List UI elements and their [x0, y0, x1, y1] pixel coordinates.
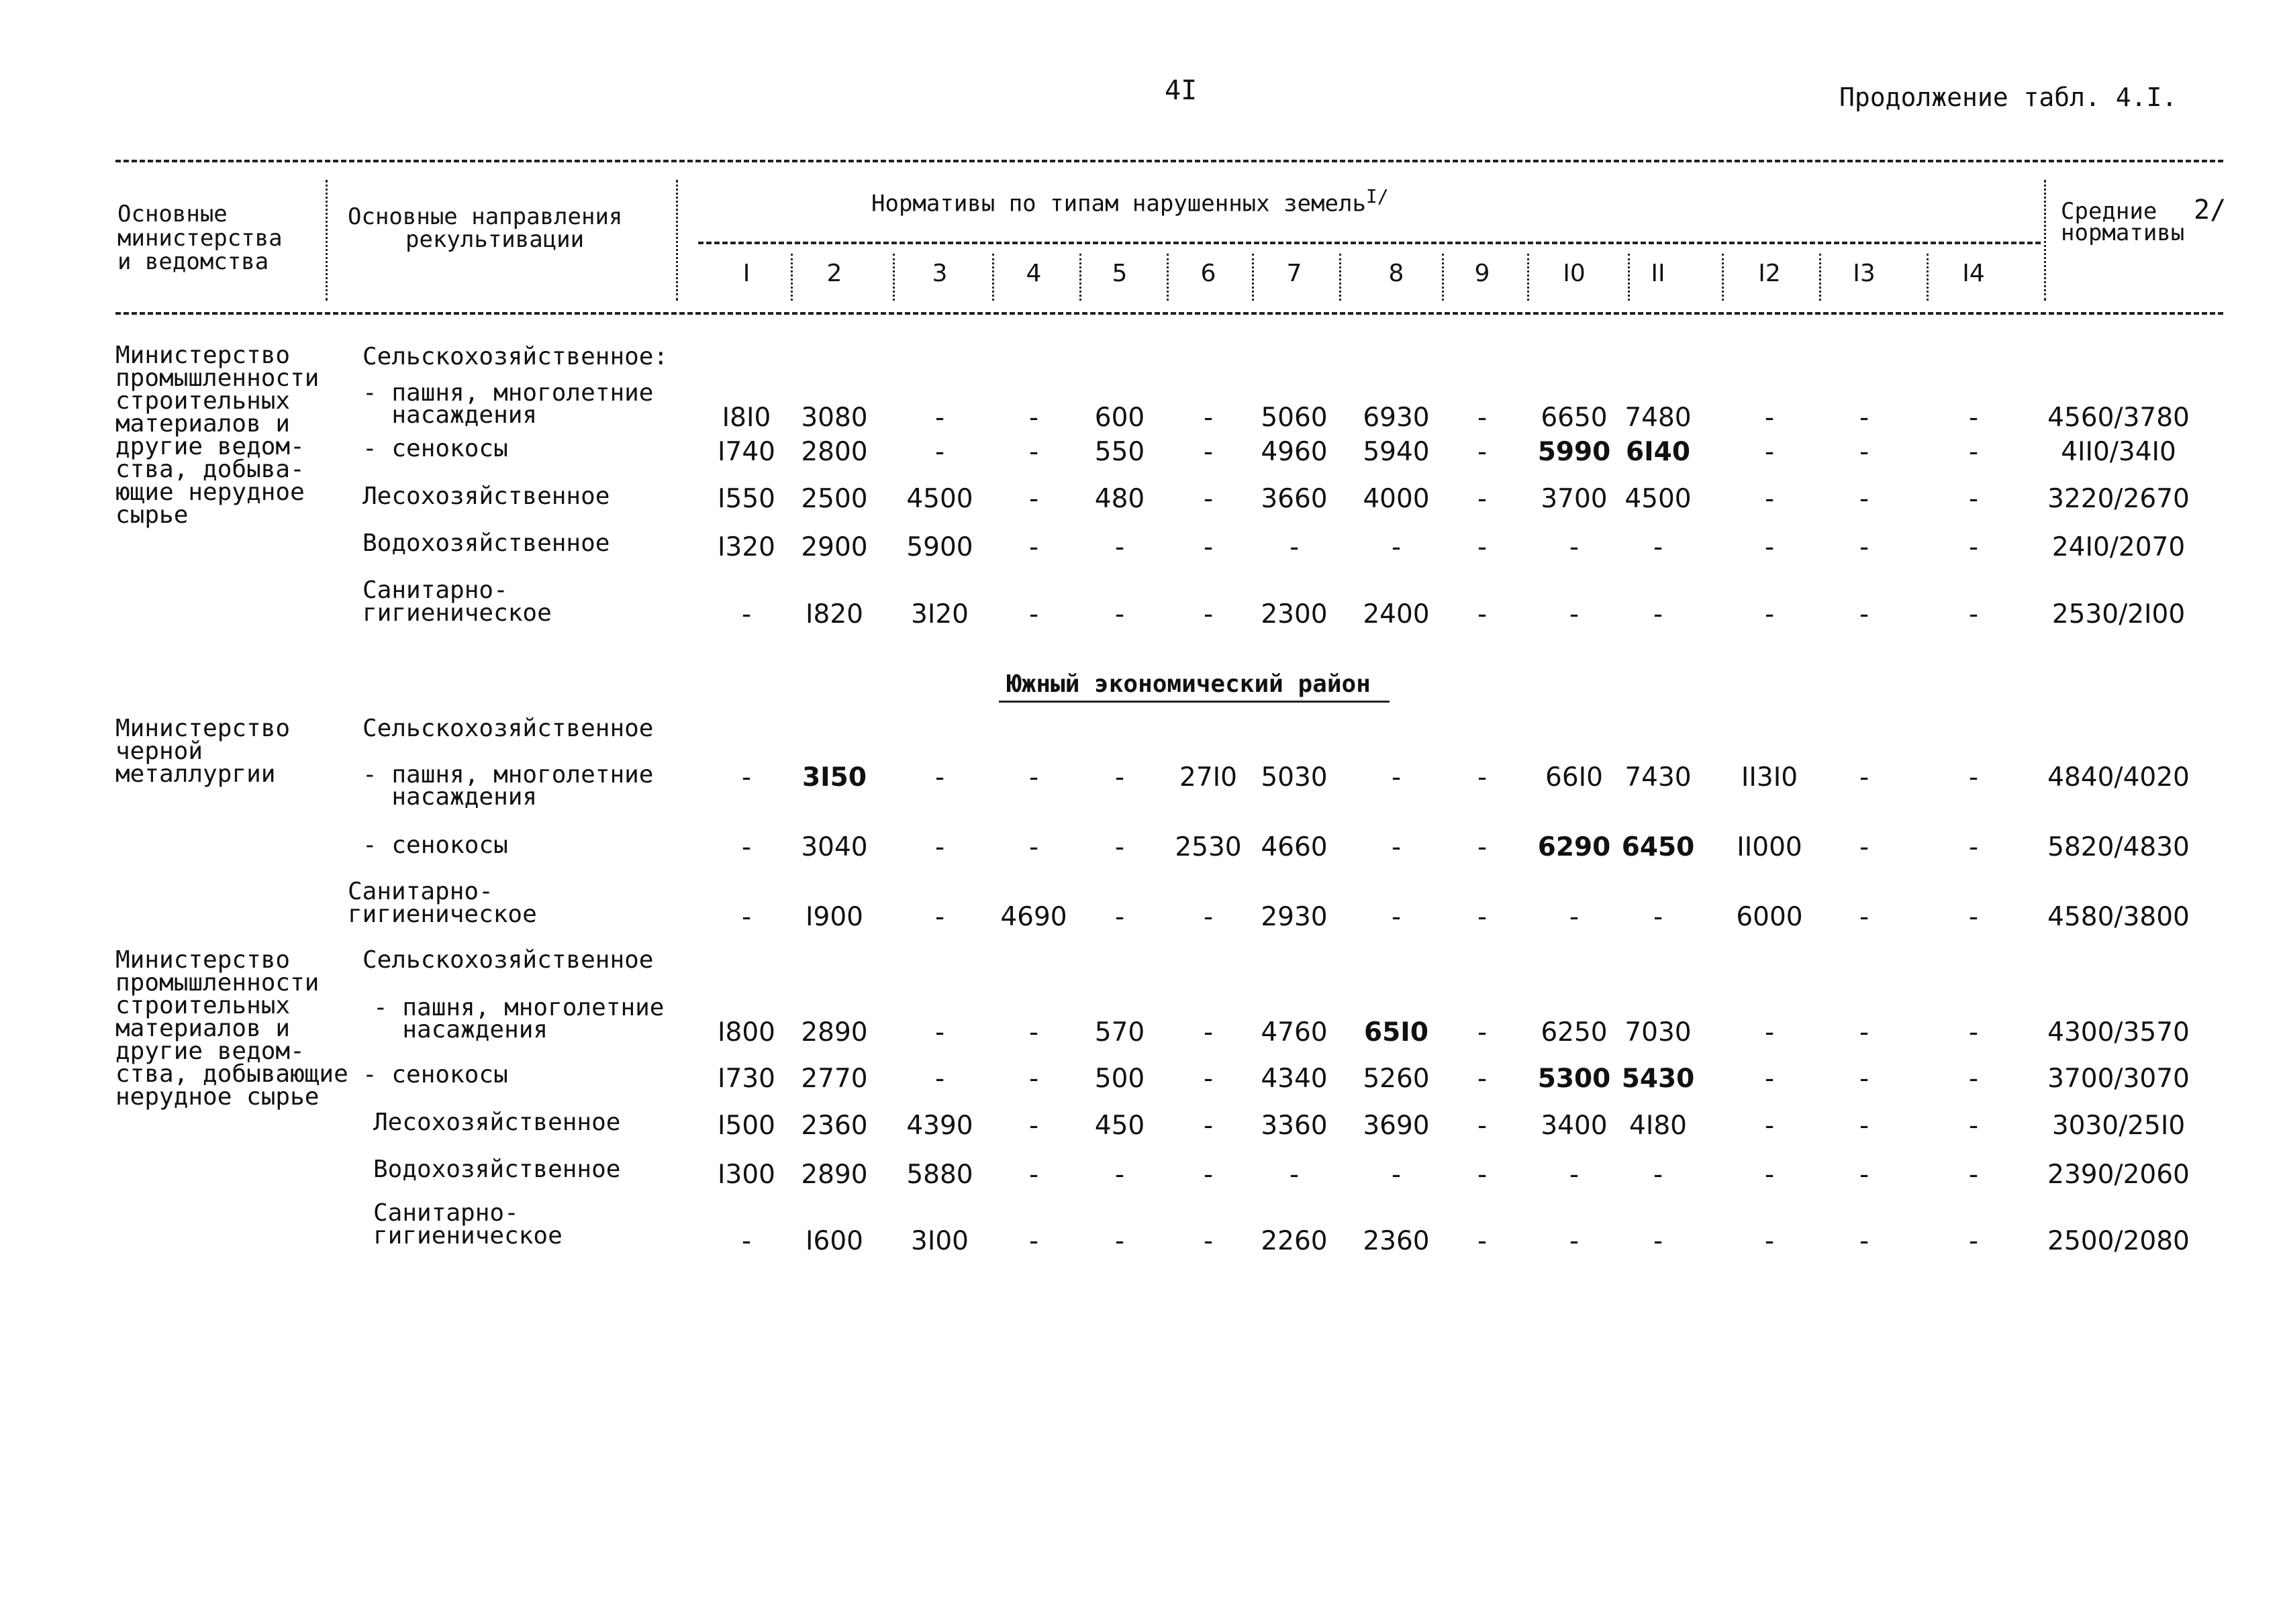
table-cell: -	[1968, 902, 1979, 932]
table-cell: -	[1859, 437, 1869, 467]
table-cell: -	[1477, 762, 1488, 793]
block3-label-sanitary-2: гигиеническое	[373, 1222, 563, 1250]
table-cell: -	[1289, 1160, 1300, 1190]
table-cell: -	[1569, 532, 1580, 562]
table-cell: I300	[718, 1160, 775, 1190]
block1-label-water: Водохозяйственное	[362, 529, 610, 557]
table-cell: -	[741, 902, 752, 932]
header-separator	[326, 180, 328, 301]
block3-label-water: Водохозяйственное	[373, 1156, 621, 1183]
table-cell: -	[1114, 762, 1125, 793]
table-cell: -	[1028, 762, 1039, 793]
table-cell: -	[1968, 484, 1979, 514]
table-cell: 500	[1094, 1064, 1145, 1094]
table-cell: -	[1203, 532, 1214, 562]
table-cell: 4500	[1624, 484, 1692, 514]
table-cell: -	[1203, 902, 1214, 932]
table-cell: 480	[1094, 484, 1145, 514]
table-cell: -	[1114, 832, 1125, 862]
table-cell: 4340	[1261, 1064, 1328, 1094]
table-cell: -	[1653, 599, 1663, 629]
table-cell: -	[1968, 1064, 1979, 1094]
table-cell: 3700	[1541, 484, 1608, 514]
average-cell: 4580/3800	[2047, 902, 2190, 932]
table-cell: -	[1028, 1017, 1039, 1048]
table-cell: -	[741, 1226, 752, 1256]
table-cell: -	[934, 437, 945, 467]
page-number: 4I	[1165, 75, 1198, 106]
block2-label-arable: - пашня, многолетние	[362, 761, 654, 789]
type-column-header: 5	[1112, 260, 1128, 287]
table-cell: 2890	[801, 1017, 868, 1048]
header-separator	[2044, 180, 2046, 301]
table-cell: I900	[806, 902, 863, 932]
table-cell: -	[1203, 1111, 1214, 1141]
table-cell: 2770	[801, 1064, 868, 1094]
continuation-note: Продолжение табл. 4.I.	[1839, 83, 2178, 112]
average-cell: 3220/2670	[2047, 484, 2190, 514]
table-cell: 65I0	[1364, 1017, 1428, 1048]
average-cell: 4560/3780	[2047, 403, 2190, 433]
table-cell: -	[1764, 403, 1775, 433]
table-cell: -	[1859, 1160, 1869, 1190]
block1-label-hay: - сенокосы	[362, 435, 508, 462]
block3-label-sanitary: Санитарно-	[373, 1199, 519, 1227]
average-cell: 3700/3070	[2047, 1064, 2190, 1094]
table-cell: 6250	[1541, 1017, 1608, 1048]
average-cell: 5820/4830	[2047, 832, 2190, 862]
table-cell: 7480	[1624, 403, 1692, 433]
type-column-header: 8	[1388, 260, 1404, 287]
table-cell: -	[934, 1017, 945, 1048]
table-cell: 7430	[1624, 762, 1692, 793]
table-cell: 7030	[1624, 1017, 1692, 1048]
table-cell: 6450	[1621, 832, 1695, 862]
table-cell: 2900	[801, 532, 868, 562]
table-cell: -	[741, 832, 752, 862]
table-cell: -	[1477, 902, 1488, 932]
table-cell: -	[934, 832, 945, 862]
table-cell: 2800	[801, 437, 868, 467]
table-cell: -	[1859, 1017, 1869, 1048]
table-cell: I730	[718, 1064, 775, 1094]
table-cell: -	[1114, 1160, 1125, 1190]
table-cell: I740	[718, 437, 775, 467]
table-cell: -	[1028, 484, 1039, 514]
table-cell: 2400	[1363, 599, 1430, 629]
table-cell: -	[1028, 1064, 1039, 1094]
table-cell: -	[1968, 762, 1979, 793]
table-cell: -	[1114, 902, 1125, 932]
table-cell: -	[1477, 532, 1488, 562]
table-cell: -	[1391, 762, 1402, 793]
table-cell: -	[1569, 599, 1580, 629]
average-cell: 3030/25I0	[2051, 1111, 2186, 1141]
block3-label-arable: - пашня, многолетние	[373, 994, 665, 1021]
block3-label-arable-2: насаждения	[373, 1016, 548, 1044]
table-cell: -	[1477, 1226, 1488, 1256]
type-column-header: 6	[1200, 260, 1216, 287]
table-cell: -	[1764, 532, 1775, 562]
table-cell: -	[1859, 1226, 1869, 1256]
table-cell: 3I20	[911, 599, 969, 629]
table-cell: -	[1764, 1064, 1775, 1094]
table-cell: -	[1859, 1111, 1869, 1141]
table-cell: 5030	[1261, 762, 1328, 793]
table-cell: -	[1968, 1226, 1979, 1256]
table-cell: -	[934, 762, 945, 793]
table-cell: -	[1477, 1111, 1488, 1141]
group-divider-rule	[698, 242, 2041, 244]
table-cell: 6650	[1541, 403, 1608, 433]
type-column-separator	[1927, 254, 1929, 301]
table-cell: -	[1289, 532, 1300, 562]
table-cell: -	[1203, 1160, 1214, 1190]
table-cell: 2930	[1261, 902, 1328, 932]
table-cell: -	[1968, 437, 1979, 467]
table-cell: 450	[1094, 1111, 1145, 1141]
table-cell: 5300	[1537, 1064, 1611, 1094]
table-cell: -	[1028, 1111, 1039, 1141]
type-column-separator	[1442, 254, 1444, 301]
table-cell: -	[934, 403, 945, 433]
table-cell: 4960	[1261, 437, 1328, 467]
table-cell: 3690	[1363, 1111, 1430, 1141]
type-column-separator	[992, 254, 994, 301]
block1-label-sanitary: Санитарно-	[362, 576, 508, 604]
block2-label-hay: - сенокосы	[362, 831, 508, 859]
table-cell: 3080	[801, 403, 868, 433]
table-cell: -	[1028, 1226, 1039, 1256]
table-cell: -	[1569, 1160, 1580, 1190]
table-cell: -	[1028, 403, 1039, 433]
table-top-rule	[115, 160, 2223, 162]
table-cell: -	[1114, 599, 1125, 629]
type-column-separator	[1339, 254, 1341, 301]
table-cell: 3360	[1261, 1111, 1328, 1141]
table-cell: -	[1028, 437, 1039, 467]
table-cell: -	[1028, 832, 1039, 862]
table-cell: 6930	[1363, 403, 1430, 433]
table-cell: -	[1569, 1226, 1580, 1256]
type-column-separator	[1628, 254, 1630, 301]
table-cell: -	[1968, 1111, 1979, 1141]
type-column-header: 4	[1026, 260, 1042, 287]
type-column-header: 7	[1286, 260, 1302, 287]
table-cell: 5990	[1537, 437, 1611, 467]
table-cell: -	[1968, 832, 1979, 862]
table-cell: -	[1859, 832, 1869, 862]
table-cell: -	[1477, 1160, 1488, 1190]
table-cell: II000	[1737, 832, 1802, 862]
block2-label-agri: Сельскохозяйственное	[362, 715, 654, 742]
header-group-title: Нормативы по типам нарушенных земель$^{I/}$	[871, 185, 1389, 217]
table-cell: -	[1764, 1226, 1775, 1256]
block3-label-forest: Лесохозяйственное	[373, 1109, 621, 1136]
table-cell: -	[741, 599, 752, 629]
block2-label-sanitary-2: гигиеническое	[348, 901, 537, 928]
table-cell: 5900	[906, 532, 973, 562]
table-cell: 2530	[1175, 832, 1242, 862]
table-cell: -	[1114, 532, 1125, 562]
type-column-separator	[893, 254, 895, 301]
table-cell: I820	[806, 599, 863, 629]
average-cell: 2500/2080	[2047, 1226, 2190, 1256]
table-cell: -	[1477, 832, 1488, 862]
type-column-separator	[1527, 254, 1529, 301]
table-cell: 6000	[1736, 902, 1803, 932]
table-cell: 2360	[801, 1111, 868, 1141]
type-column-separator	[1252, 254, 1254, 301]
type-column-header: I3	[1853, 260, 1876, 287]
average-cell: 2390/2060	[2047, 1160, 2190, 1190]
table-cell: 6I40	[1626, 437, 1690, 467]
table-cell: -	[1477, 484, 1488, 514]
table-cell: -	[1653, 1226, 1663, 1256]
table-cell: -	[1764, 1160, 1775, 1190]
table-cell: -	[1114, 1226, 1125, 1256]
table-cell: 2260	[1261, 1226, 1328, 1256]
type-column-header: II	[1651, 260, 1665, 287]
block1-label-sanitary-2: гигиеническое	[362, 599, 552, 627]
block1-label-forest: Лесохозяйственное	[362, 483, 610, 510]
table-cell: -	[1477, 437, 1488, 467]
type-column-separator	[1079, 254, 1081, 301]
table-cell: -	[1203, 1017, 1214, 1048]
table-cell: 4500	[906, 484, 973, 514]
table-cell: -	[1203, 1064, 1214, 1094]
table-cell: -	[1968, 1160, 1979, 1190]
block1-label-arable: - пашня, многолетние	[362, 379, 654, 407]
table-cell: II3I0	[1741, 762, 1798, 793]
table-cell: -	[1968, 403, 1979, 433]
table-cell: I800	[718, 1017, 775, 1048]
table-cell: -	[1968, 599, 1979, 629]
table-cell: -	[1653, 1160, 1663, 1190]
table-cell: 66I0	[1545, 762, 1603, 793]
block1-label-arable-2: насаждения	[362, 401, 538, 429]
table-cell: -	[1859, 484, 1869, 514]
block3-label-hay: - сенокосы	[362, 1061, 508, 1088]
average-cell: 4II0/34I0	[2061, 437, 2176, 467]
average-cell: 4840/4020	[2047, 762, 2190, 793]
table-cell: -	[1764, 484, 1775, 514]
table-cell: 4760	[1261, 1017, 1328, 1048]
table-cell: -	[1859, 532, 1869, 562]
table-cell: 5940	[1363, 437, 1430, 467]
table-cell: -	[1477, 1064, 1488, 1094]
table-cell: I500	[718, 1111, 775, 1141]
table-cell: -	[1859, 902, 1869, 932]
type-column-header: 9	[1474, 260, 1490, 287]
table-cell: 3040	[801, 832, 868, 862]
table-cell: -	[1028, 599, 1039, 629]
table-cell: -	[1477, 1017, 1488, 1048]
table-cell: -	[1028, 532, 1039, 562]
table-cell: -	[1203, 484, 1214, 514]
table-cell: 27I0	[1179, 762, 1237, 793]
table-cell: -	[1859, 762, 1869, 793]
table-cell: 4000	[1363, 484, 1430, 514]
table-cell: I8I0	[722, 403, 771, 433]
table-cell: -	[1391, 832, 1402, 862]
table-cell: -	[934, 1064, 945, 1094]
table-cell: -	[1569, 902, 1580, 932]
table-cell: -	[1477, 599, 1488, 629]
table-cell: -	[1477, 403, 1488, 433]
table-cell: 2360	[1363, 1226, 1430, 1256]
table-cell: 600	[1094, 403, 1145, 433]
table-cell: 4I80	[1629, 1111, 1687, 1141]
table-cell: -	[1968, 532, 1979, 562]
table-cell: -	[1203, 403, 1214, 433]
type-column-header: I4	[1962, 260, 1985, 287]
table-cell: -	[1764, 599, 1775, 629]
table-cell: I320	[718, 532, 775, 562]
table-cell: -	[1653, 532, 1663, 562]
table-cell: 5430	[1621, 1064, 1695, 1094]
table-cell: -	[1968, 1017, 1979, 1048]
table-cell: 4390	[906, 1111, 973, 1141]
table-cell: -	[1764, 1111, 1775, 1141]
table-cell: -	[1859, 403, 1869, 433]
table-cell: -	[1764, 437, 1775, 467]
table-cell: -	[1764, 1017, 1775, 1048]
table-cell: -	[1203, 599, 1214, 629]
type-column-header: I2	[1758, 260, 1781, 287]
type-column-header: I	[742, 260, 750, 287]
table-cell: -	[741, 762, 752, 793]
block2-label-arable-2: насаждения	[362, 783, 538, 811]
average-cell: 24I0/2070	[2051, 532, 2186, 562]
table-cell: 5260	[1363, 1064, 1430, 1094]
table-cell: -	[1391, 902, 1402, 932]
section-title: Южный экономический район	[1007, 670, 1371, 698]
table-cell: -	[1653, 902, 1663, 932]
table-cell: I600	[806, 1226, 863, 1256]
type-column-separator	[1722, 254, 1724, 301]
average-cell: 4300/3570	[2047, 1017, 2190, 1048]
table-cell: 5060	[1261, 403, 1328, 433]
block3-label-agri: Сельскохозяйственное	[362, 946, 654, 974]
table-cell: -	[1203, 437, 1214, 467]
table-cell: 6290	[1537, 832, 1611, 862]
section-title-underline	[999, 701, 1390, 703]
table-cell: -	[1203, 1226, 1214, 1256]
table-cell: 3660	[1261, 484, 1328, 514]
type-column-separator	[791, 254, 793, 301]
type-column-separator	[1167, 254, 1169, 301]
table-header-bottom-rule	[115, 312, 2223, 315]
table-cell: 550	[1094, 437, 1145, 467]
average-cell: 2530/2I00	[2051, 599, 2186, 629]
table-cell: I550	[718, 484, 775, 514]
type-column-separator	[1819, 254, 1821, 301]
table-cell: 4690	[1000, 902, 1067, 932]
header-separator	[676, 180, 678, 301]
table-cell: 570	[1094, 1017, 1145, 1048]
block1-label-agri: Сельскохозяйственное:	[362, 343, 669, 370]
type-column-header: 3	[932, 260, 948, 287]
type-column-header: 2	[826, 260, 842, 287]
table-cell: 3400	[1541, 1111, 1608, 1141]
table-cell: 3I00	[911, 1226, 969, 1256]
table-cell: 2890	[801, 1160, 868, 1190]
table-cell: -	[1391, 1160, 1402, 1190]
table-cell: -	[1028, 1160, 1039, 1190]
type-column-header: I0	[1563, 260, 1586, 287]
table-cell: 4660	[1261, 832, 1328, 862]
block2-label-sanitary: Санитарно-	[348, 878, 493, 905]
table-cell: -	[1859, 1064, 1869, 1094]
table-cell: -	[1859, 599, 1869, 629]
table-cell: 3I50	[802, 762, 867, 793]
table-cell: 2500	[801, 484, 868, 514]
table-cell: -	[934, 902, 945, 932]
table-cell: -	[1391, 532, 1402, 562]
table-cell: 5880	[906, 1160, 973, 1190]
table-cell: 2300	[1261, 599, 1328, 629]
